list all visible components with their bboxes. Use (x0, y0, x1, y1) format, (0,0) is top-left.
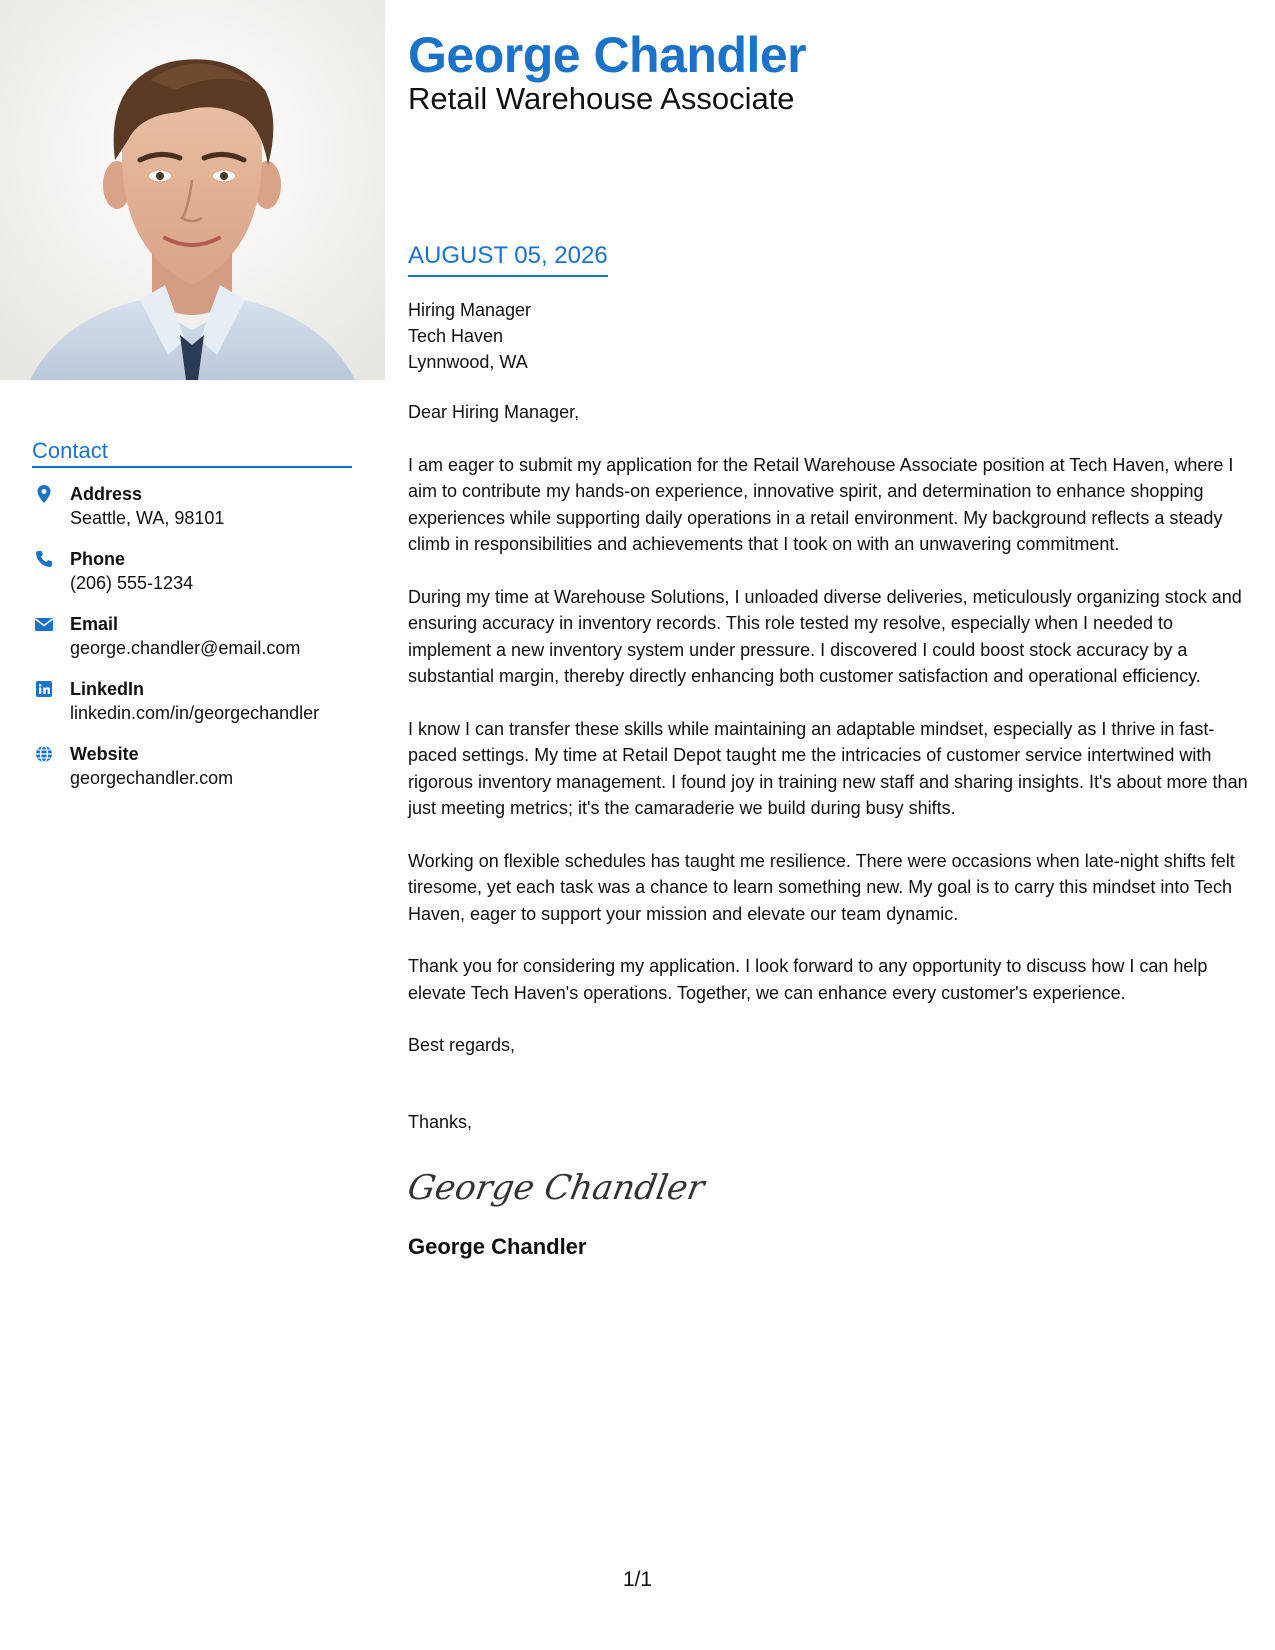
linkedin-value[interactable]: linkedin.com/in/georgechandler (70, 703, 320, 723)
applicant-role: Retail Warehouse Associate (408, 81, 795, 116)
paragraph-1: I am eager to submit my application for the Retail Warehouse Associate position at Tech Haven, where I aim to contribute my hands-on experience, innovative spirit, and determination to enhance shopping experiences while supporting daily operations in a retail environment. My background reflects a steady climb in responsibilities and achievements that I took on with an unwavering commitment. (408, 454, 1234, 554)
profile-photo (0, 0, 385, 380)
signature-image (404, 1155, 708, 1215)
paragraph-5: Thank you for considering my application. I look forward to any opportunity to discuss how I can help elevate Tech Haven's operations. Together, we can enhance every customer's experience. (408, 956, 1208, 1003)
globe-icon (34, 744, 54, 764)
map-pin-icon (34, 484, 54, 504)
recipient-block (408, 297, 1253, 375)
recipient-company: Tech Haven (408, 326, 504, 346)
recipient-location: Lynnwood, WA (408, 352, 528, 372)
website-label: Website (70, 744, 139, 764)
page-number: 1/1 (622, 1568, 653, 1591)
phone-icon (34, 549, 54, 569)
linkedin-label: LinkedIn (70, 679, 145, 699)
contact-title: Contact (32, 438, 352, 468)
linkedin-icon (34, 679, 54, 699)
contact-email (32, 612, 352, 661)
applicant-name: George Chandler (408, 27, 807, 83)
letter-date: AUGUST 05, 2026 (408, 242, 608, 277)
thanks: Thanks, (408, 1111, 473, 1132)
phone-label: Phone (70, 549, 126, 569)
email-label: Email (70, 614, 119, 634)
contact-website (32, 742, 352, 791)
address-value: Seattle, WA, 98101 (70, 508, 225, 528)
contact-section (32, 438, 352, 791)
paragraph-3: I know I can transfer these skills while maintaining an adaptable mindset, especially as I thrive in fast-paced settings. My time at Retail Depot taught me the intricacies of customer service intertwined with rigorous inventory management. I found joy in training new staff and sharing insights. It's about more than just meeting metrics; it's the camaraderie we build during busy shifts. (408, 718, 1248, 818)
signature-script: George Chandler (404, 1168, 708, 1208)
address-label: Address (70, 484, 143, 504)
contact-address (32, 482, 352, 531)
envelope-icon (34, 614, 54, 634)
signature-name: George Chandler (408, 1234, 587, 1259)
closing: Best regards, (408, 1035, 516, 1055)
contact-linkedin (32, 677, 352, 726)
contact-phone (32, 547, 352, 596)
recipient-title: Hiring Manager (408, 300, 532, 320)
email-value[interactable]: george.chandler@email.com (70, 638, 301, 658)
paragraph-2: During my time at Warehouse Solutions, I unloaded diverse deliveries, meticulously organizing stock and ensuring accuracy in inventory records. This role tested my resolve, especially when I needed to implement a new inventory system under pressure. I discovered I could boost stock accuracy by a substantial margin, thereby directly enhancing both customer satisfaction and operational efficiency. (408, 586, 1242, 686)
greeting: Dear Hiring Manager, (408, 402, 580, 422)
paragraph-4: Working on flexible schedules has taught me resilience. There were occasions when late-night shifts felt tiresome, yet each task was a chance to learn something new. My goal is to carry this mindset into Tech Haven, eager to support your mission and elevate our team dynamic. (408, 850, 1235, 924)
phone-value: (206) 555-1234 (70, 573, 194, 593)
website-value[interactable]: georgechandler.com (70, 768, 234, 788)
letter-column (404, 0, 1253, 1260)
